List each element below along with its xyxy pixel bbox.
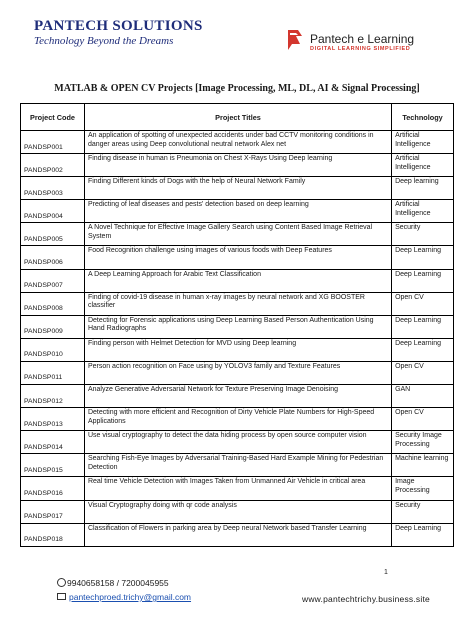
project-code: PANDSP004 <box>21 200 85 223</box>
project-technology: Machine learning <box>392 454 454 477</box>
partner-subtitle: DIGITAL LEARNING SIMPLIFIED <box>310 46 411 52</box>
project-technology: Deep learning <box>392 177 454 200</box>
project-title: An application of spotting of unexpected accidents under bad CCTV monitoring conditions in danger areas using Deep convolutional neutral network Alex net <box>84 131 391 154</box>
project-code: PANDSP012 <box>21 385 85 408</box>
project-code: PANDSP015 <box>21 454 85 477</box>
table-row <box>21 223 454 246</box>
table-row <box>21 269 454 292</box>
project-title: A Deep Learning Approach for Arabic Text Classification <box>84 269 391 292</box>
project-technology: Security <box>392 500 454 523</box>
project-title: Use visual cryptography to detect the data hiding process by open source computer vision <box>84 431 391 454</box>
project-code: PANDSP003 <box>21 177 85 200</box>
project-code: PANDSP007 <box>21 269 85 292</box>
project-technology: Open CV <box>392 292 454 315</box>
project-technology: Artificial Intelligence <box>392 154 454 177</box>
project-title: Finding of covid-19 disease in human x-ray images by neural network and XG BOOSTER classifier <box>84 292 391 315</box>
table-row <box>21 523 454 546</box>
project-title: Detecting for Forensic applications using Deep Learning Based Person Authentication Using Hand Radiographs <box>84 315 391 338</box>
project-technology: Deep Learning <box>392 315 454 338</box>
project-title: Classification of Flowers in parking area by Deep neural Network based Transfer Learning <box>84 523 391 546</box>
project-code: PANDSP013 <box>21 408 85 431</box>
footer-website: www.pantechtrichy.business.site <box>302 594 430 604</box>
brand-name: PANTECH SOLUTIONS <box>34 18 203 34</box>
pantech-elearning-logo <box>284 28 464 58</box>
project-technology: Deep Learning <box>392 523 454 546</box>
project-technology: Open CV <box>392 408 454 431</box>
project-technology: Deep Learning <box>392 338 454 361</box>
project-title: Real time Vehicle Detection with Images Taken from Unmanned Air Vehicle in critical area <box>84 477 391 500</box>
project-title: Food Recognition challenge using images of various foods with Deep Features <box>84 246 391 269</box>
footer-phone <box>57 578 169 588</box>
table-row <box>21 454 454 477</box>
project-technology: Deep Learning <box>392 246 454 269</box>
table-row <box>21 431 454 454</box>
project-technology: Open CV <box>392 361 454 384</box>
project-title: Person action recognition on Face using by YOLOV3 family and Texture Features <box>84 361 391 384</box>
project-technology: Security <box>392 223 454 246</box>
elearning-mark-icon <box>284 28 304 52</box>
table-row <box>21 292 454 315</box>
partner-name: Pantech e Learning <box>310 32 415 46</box>
table-row <box>21 154 454 177</box>
project-code: PANDSP011 <box>21 361 85 384</box>
project-code: PANDSP008 <box>21 292 85 315</box>
projects-table <box>20 103 454 547</box>
project-title: Finding disease in human is Pneumonia on Chest X-Rays Using Deep learning <box>84 154 391 177</box>
project-technology: Artificial Intelligence <box>392 131 454 154</box>
brand-tagline: Technology Beyond the Dreams <box>34 35 174 47</box>
project-title: Detecting with more efficient and Recognition of Dirty Vehicle Plate Numbers for High-Speed Applications <box>84 408 391 431</box>
project-code: PANDSP005 <box>21 223 85 246</box>
table-row <box>21 338 454 361</box>
project-title: A Novel Technique for Effective Image Gallery Search using Content Based Image Retrieval System <box>84 223 391 246</box>
envelope-icon <box>57 593 66 600</box>
project-code: PANDSP016 <box>21 477 85 500</box>
project-code: PANDSP018 <box>21 523 85 546</box>
project-technology: Artificial Intelligence <box>392 200 454 223</box>
project-title: Finding person with Helmet Detection for MVD using Deep learning <box>84 338 391 361</box>
table-row <box>21 131 454 154</box>
page-header <box>0 0 474 66</box>
table-row <box>21 246 454 269</box>
table-header-row <box>21 104 454 131</box>
table-row <box>21 385 454 408</box>
table-row <box>21 477 454 500</box>
project-title: Searching Fish-Eye Images by Adversarial Training-Based Hard Example Mining for Pedestrian Detection <box>84 454 391 477</box>
header-technology: Technology <box>392 104 454 131</box>
table-row <box>21 500 454 523</box>
page-number: 1 <box>384 569 388 576</box>
whatsapp-icon <box>57 578 66 587</box>
pantech-solutions-logo <box>34 18 234 47</box>
project-code: PANDSP002 <box>21 154 85 177</box>
project-code: PANDSP014 <box>21 431 85 454</box>
project-technology: GAN <box>392 385 454 408</box>
project-title: Finding Different kinds of Dogs with the help of Neural Network Family <box>84 177 391 200</box>
project-technology: Image Processing <box>392 477 454 500</box>
project-code: PANDSP001 <box>21 131 85 154</box>
document-title: MATLAB & OPEN CV Projects [Image Processing, ML, DL, AI & Signal Processing] <box>54 83 420 94</box>
project-code: PANDSP017 <box>21 500 85 523</box>
project-technology: Deep Learning <box>392 269 454 292</box>
header-project-titles: Project Titles <box>84 104 391 131</box>
table-row <box>21 315 454 338</box>
project-code: PANDSP010 <box>21 338 85 361</box>
project-title: Predicting of leaf diseases and pests' detection based on deep learning <box>84 200 391 223</box>
email-address: pantechproed.trichy@gmail.com <box>69 592 192 602</box>
phone-numbers: 9940658158 / 7200045955 <box>67 578 169 588</box>
project-code: PANDSP009 <box>21 315 85 338</box>
project-technology: Security Image Processing <box>392 431 454 454</box>
page-footer <box>0 578 474 632</box>
table-row <box>21 361 454 384</box>
project-title: Analyze Generative Adversarial Network for Texture Preserving Image Denoising <box>84 385 391 408</box>
project-code: PANDSP006 <box>21 246 85 269</box>
table-row <box>21 177 454 200</box>
project-title: Visual Cryptography doing with qr code analysis <box>84 500 391 523</box>
footer-email-link[interactable] <box>57 592 191 602</box>
table-row <box>21 408 454 431</box>
header-project-code: Project Code <box>21 104 85 131</box>
table-row <box>21 200 454 223</box>
